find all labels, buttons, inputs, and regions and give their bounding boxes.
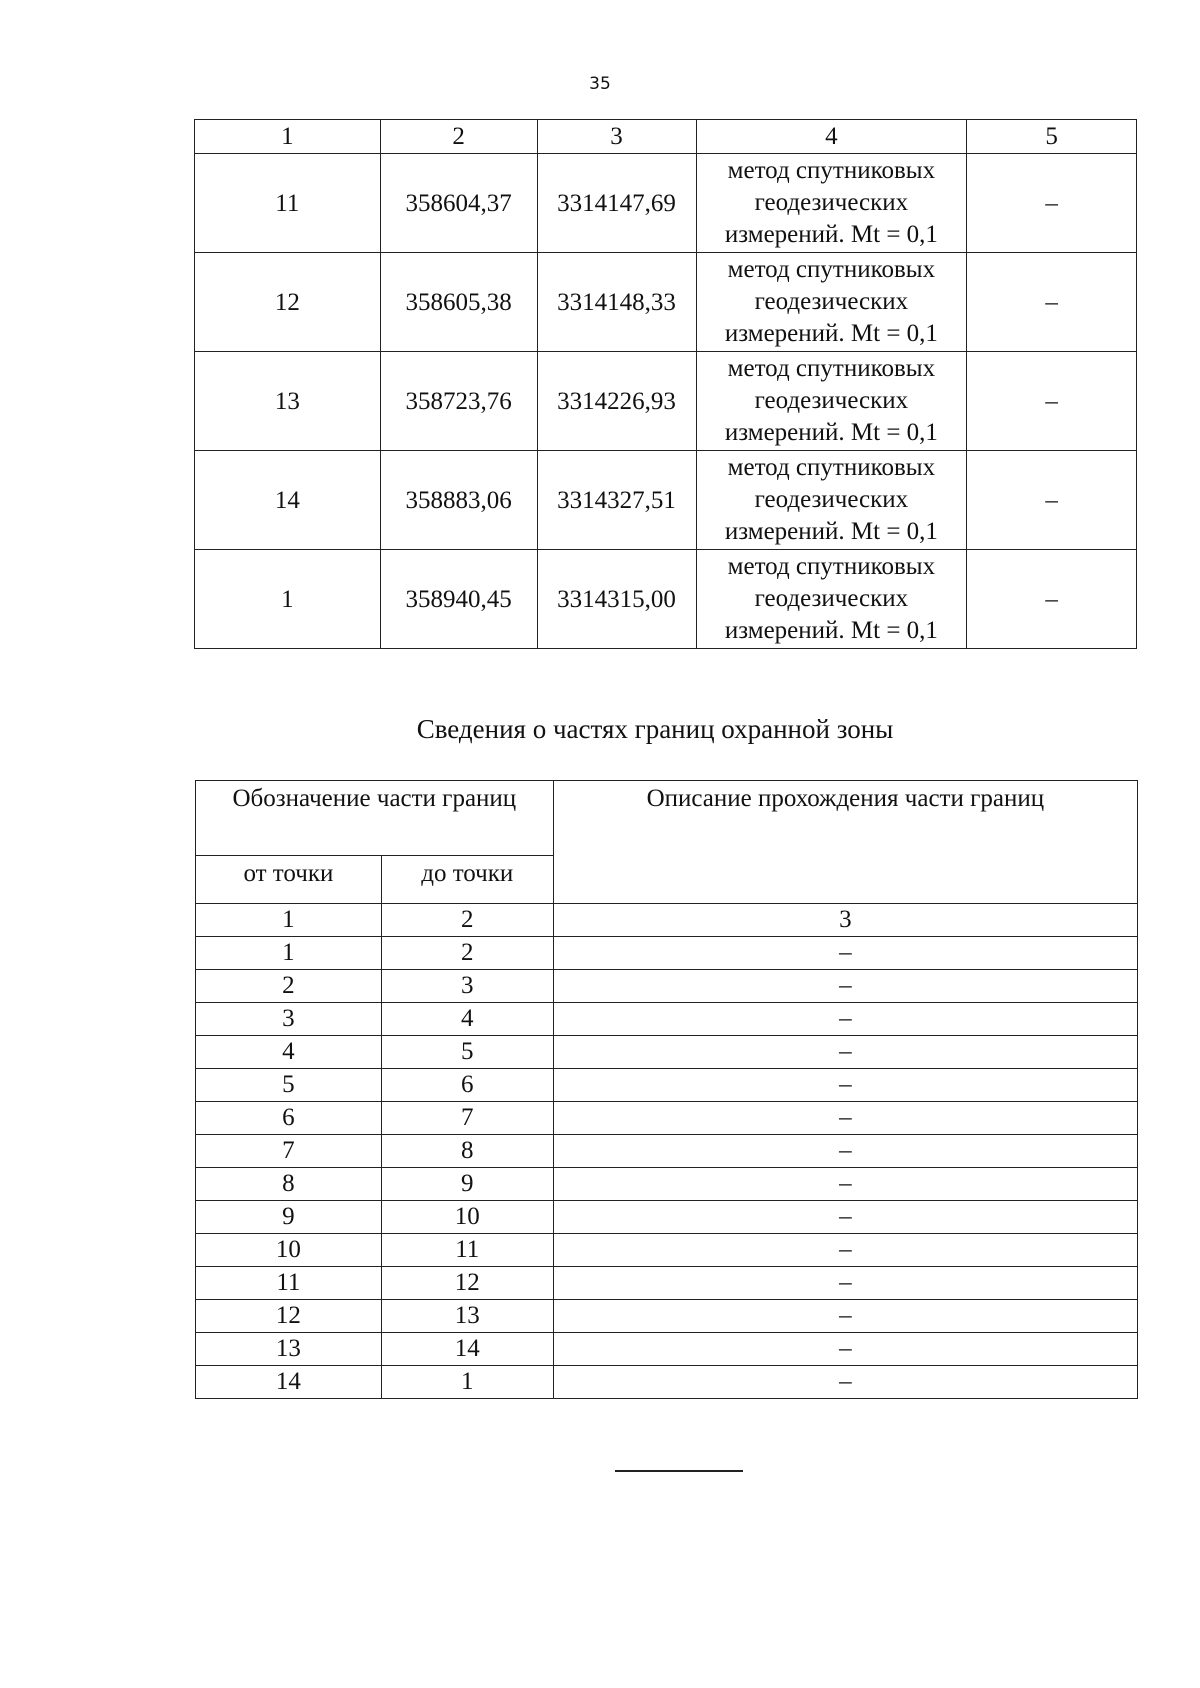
coordinate-row — [195, 550, 1137, 649]
method-text-line: измерений. Mt = 0,1 — [724, 518, 938, 545]
from-point-cell: 3 — [196, 1003, 382, 1036]
boundary-part-row — [196, 1069, 1138, 1102]
method-cell — [696, 352, 967, 451]
from-point-cell: 2 — [196, 970, 382, 1003]
boundary-part-row — [196, 970, 1138, 1003]
column-number-1: 1 — [196, 904, 382, 937]
method-text-line: метод спутниковых — [727, 157, 936, 184]
point-number-cell: 14 — [195, 451, 381, 550]
point-number-cell: 13 — [195, 352, 381, 451]
boundary-part-row — [196, 1333, 1138, 1366]
from-point-cell: 9 — [196, 1201, 382, 1234]
to-point-cell: 8 — [381, 1135, 553, 1168]
column-number-2: 2 — [381, 904, 553, 937]
coordinates-table — [194, 119, 1137, 649]
from-point-cell: 14 — [196, 1366, 382, 1399]
description-cell: – — [553, 970, 1137, 1003]
description-cell: – — [553, 1003, 1137, 1036]
to-point-cell: 5 — [381, 1036, 553, 1069]
x-coordinate-cell: 358605,38 — [380, 253, 537, 352]
method-text-line: геодезических — [754, 387, 909, 414]
to-point-header: до точки — [381, 856, 553, 904]
method-text-line: геодезических — [754, 486, 909, 513]
description-cell: – — [553, 1036, 1137, 1069]
description-cell: – — [553, 1135, 1137, 1168]
boundary-part-row — [196, 1201, 1138, 1234]
parts-header-row — [196, 781, 1138, 856]
x-coordinate-cell: 358883,06 — [380, 451, 537, 550]
description-cell: – — [553, 1069, 1137, 1102]
coordinate-row — [195, 451, 1137, 550]
note-cell: – — [967, 253, 1137, 352]
description-cell: – — [553, 937, 1137, 970]
to-point-cell: 12 — [381, 1267, 553, 1300]
from-point-cell: 7 — [196, 1135, 382, 1168]
page-number: 35 — [589, 74, 611, 94]
to-point-cell: 9 — [381, 1168, 553, 1201]
to-point-cell: 6 — [381, 1069, 553, 1102]
boundary-part-row — [196, 1102, 1138, 1135]
boundary-part-row — [196, 1135, 1138, 1168]
boundary-parts-table — [195, 780, 1138, 1399]
from-point-cell: 11 — [196, 1267, 382, 1300]
point-number-cell: 1 — [195, 550, 381, 649]
boundary-part-row — [196, 1366, 1138, 1399]
description-cell: – — [553, 1234, 1137, 1267]
to-point-cell: 2 — [381, 937, 553, 970]
description-cell: – — [553, 1366, 1137, 1399]
from-point-cell: 4 — [196, 1036, 382, 1069]
note-cell: – — [967, 352, 1137, 451]
method-text-line: измерений. Mt = 0,1 — [724, 320, 938, 347]
note-cell: – — [967, 451, 1137, 550]
coordinate-row — [195, 352, 1137, 451]
from-point-cell: 10 — [196, 1234, 382, 1267]
boundary-part-row — [196, 1300, 1138, 1333]
method-cell — [696, 550, 967, 649]
boundary-part-row — [196, 1267, 1138, 1300]
method-text-line: измерений. Mt = 0,1 — [724, 617, 938, 644]
method-text-line: метод спутниковых — [727, 256, 936, 283]
description-header: Описание прохождения части границ — [553, 781, 1137, 904]
designation-header: Обозначение части границ — [196, 781, 554, 856]
to-point-cell: 7 — [381, 1102, 553, 1135]
boundary-part-row — [196, 1036, 1138, 1069]
description-cell: – — [553, 1267, 1137, 1300]
description-cell: – — [553, 1201, 1137, 1234]
method-text-line: метод спутниковых — [727, 553, 936, 580]
end-separator-line — [615, 1470, 743, 1472]
method-text-line: метод спутниковых — [727, 355, 936, 382]
boundary-part-row — [196, 1003, 1138, 1036]
section-title: Сведения о частях границ охранной зоны — [416, 714, 894, 744]
boundary-part-row — [196, 937, 1138, 970]
to-point-cell: 13 — [381, 1300, 553, 1333]
to-point-cell: 11 — [381, 1234, 553, 1267]
to-point-cell: 4 — [381, 1003, 553, 1036]
coordinate-row — [195, 154, 1137, 253]
y-coordinate-cell: 3314226,93 — [537, 352, 696, 451]
to-point-cell: 3 — [381, 970, 553, 1003]
method-cell — [696, 451, 967, 550]
column-number-1: 1 — [195, 120, 381, 154]
coordinate-row — [195, 253, 1137, 352]
y-coordinate-cell: 3314148,33 — [537, 253, 696, 352]
boundary-part-row — [196, 1168, 1138, 1201]
from-point-cell: 13 — [196, 1333, 382, 1366]
column-number-5: 5 — [967, 120, 1137, 154]
parts-column-numbers-row — [196, 904, 1138, 937]
method-text-line: измерений. Mt = 0,1 — [724, 221, 938, 248]
note-cell: – — [967, 154, 1137, 253]
description-cell: – — [553, 1102, 1137, 1135]
boundary-part-row — [196, 1234, 1138, 1267]
from-point-cell: 1 — [196, 937, 382, 970]
from-point-cell: 5 — [196, 1069, 382, 1102]
from-point-cell: 8 — [196, 1168, 382, 1201]
method-text-line: геодезических — [754, 288, 909, 315]
column-number-3: 3 — [553, 904, 1137, 937]
column-number-3: 3 — [537, 120, 696, 154]
to-point-cell: 10 — [381, 1201, 553, 1234]
to-point-cell: 1 — [381, 1366, 553, 1399]
x-coordinate-cell: 358940,45 — [380, 550, 537, 649]
to-point-cell: 14 — [381, 1333, 553, 1366]
note-cell: – — [967, 550, 1137, 649]
method-text-line: метод спутниковых — [727, 454, 936, 481]
y-coordinate-cell: 3314327,51 — [537, 451, 696, 550]
point-number-cell: 11 — [195, 154, 381, 253]
column-number-2: 2 — [380, 120, 537, 154]
y-coordinate-cell: 3314315,00 — [537, 550, 696, 649]
from-point-cell: 6 — [196, 1102, 382, 1135]
coordinates-header-row — [195, 120, 1137, 154]
description-cell: – — [553, 1333, 1137, 1366]
from-point-cell: 12 — [196, 1300, 382, 1333]
method-text-line: геодезических — [754, 585, 909, 612]
point-number-cell: 12 — [195, 253, 381, 352]
method-cell — [696, 253, 967, 352]
x-coordinate-cell: 358723,76 — [380, 352, 537, 451]
method-text-line: измерений. Mt = 0,1 — [724, 419, 938, 446]
from-point-header: от точки — [196, 856, 382, 904]
method-cell — [696, 154, 967, 253]
description-cell: – — [553, 1300, 1137, 1333]
column-number-4: 4 — [696, 120, 967, 154]
y-coordinate-cell: 3314147,69 — [537, 154, 696, 253]
method-text-line: геодезических — [754, 189, 909, 216]
x-coordinate-cell: 358604,37 — [380, 154, 537, 253]
description-cell: – — [553, 1168, 1137, 1201]
